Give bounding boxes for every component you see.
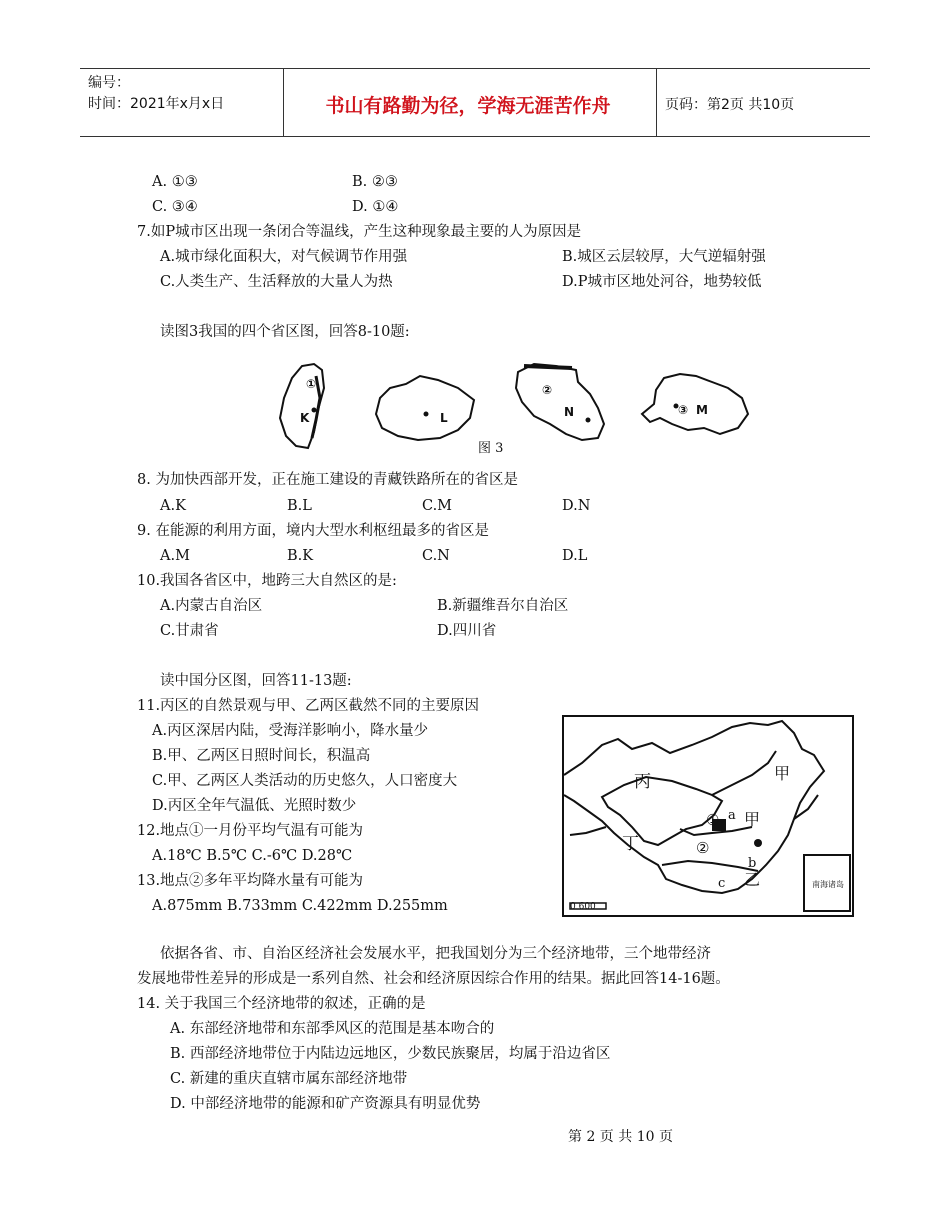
map-point-1: ①: [706, 811, 720, 829]
q14-option-c: C. 新建的重庆直辖市属东部经济地带: [170, 1071, 408, 1087]
province-l-outline: [376, 376, 474, 440]
label-circled-2: ②: [542, 383, 553, 397]
q9-option-a: A.M: [160, 548, 190, 564]
page-footer: 第 2 页 共 10 页: [568, 1129, 673, 1145]
map-label-c: c: [718, 876, 726, 891]
map-inset-south-china-sea: 南海诸岛: [812, 880, 844, 889]
question-12: 12.地点①一月份平均气温有可能为: [137, 823, 364, 839]
question-10: 10.我国各省区中，地跨三大自然区的是:: [137, 573, 397, 589]
map-label-yi: 乙: [744, 870, 761, 889]
q11-option-d: D.丙区全年气温低、光照时数少: [152, 798, 357, 814]
label-m: M: [696, 403, 708, 417]
intro-14-16-line-1: 依据各省、市、自治区经济社会发展水平，把我国划分为三个经济地带，三个地带经济: [160, 946, 711, 962]
q11-option-a: A.丙区深居内陆，受海洋影响小，降水量少: [152, 723, 429, 739]
label-circled-3: ③: [678, 403, 689, 417]
q8-option-d: D.N: [562, 498, 591, 514]
map-label-jia: 甲: [744, 810, 761, 829]
time-label: 时间：2021年x月x日: [88, 96, 225, 112]
q8-option-c: C.M: [422, 498, 453, 514]
label-l: L: [440, 411, 448, 425]
q11-option-c: C.甲、乙两区人类活动的历史悠久，人口密度大: [152, 773, 458, 789]
figure-3-provinces: [272, 358, 762, 456]
map-point-2: ②: [696, 839, 710, 857]
province-m-outline: [642, 374, 748, 434]
q11-option-b: B.甲、乙两区日照时间长，积温高: [152, 748, 371, 764]
page-header: [80, 68, 870, 137]
number-label: 编号：: [88, 75, 130, 91]
question-11: 11.丙区的自然景观与甲、乙两区截然不同的主要原因: [137, 698, 480, 714]
china-region-map: [562, 715, 854, 917]
province-n-outline: [516, 364, 604, 440]
q9-option-d: D.L: [562, 548, 588, 564]
label-k: K: [300, 411, 310, 425]
q14-option-b: B. 西部经济地带位于内陆边远地区，少数民族聚居，均属于沿边省区: [170, 1046, 611, 1062]
q7-option-b: B.城区云层较厚，大气逆辐射强: [562, 249, 766, 265]
map-label-b: b: [748, 856, 757, 871]
intro-14-16-line-2: 发展地带性差异的形成是一系列自然、社会和经济原因综合作用的结果。据此回答14-16题。: [137, 971, 730, 987]
intro-8-10: 读图3我国的四个省区图，回答8-10题:: [160, 324, 410, 340]
q9-option-c: C.N: [422, 548, 450, 564]
q8-option-b: B.L: [287, 498, 312, 514]
header-divider: [656, 69, 657, 136]
header-meta: [88, 73, 224, 115]
q10-option-b: B.新疆维吾尔自治区: [437, 598, 569, 614]
map-label-a: a: [728, 808, 736, 823]
map-label-ding: 丁: [622, 834, 639, 854]
q8-option-a: A.K: [160, 498, 186, 514]
q10-option-a: A.内蒙古自治区: [160, 598, 263, 614]
q7-option-c: C.人类生产、生活释放的大量人为热: [160, 274, 393, 290]
q9-option-b: B.K: [287, 548, 314, 564]
q7-option-d: D.P城市区地处河谷，地势较低: [562, 274, 762, 290]
q12-options: A.18℃ B.5℃ C.-6℃ D.28℃: [152, 848, 353, 864]
question-13: 13.地点②多年平均降水量有可能为: [137, 873, 364, 889]
label-circled-1: ①: [306, 377, 317, 391]
q7-option-a: A.城市绿化面积大，对气候调节作用强: [160, 249, 408, 265]
q14-option-d: D. 中部经济地带的能源和矿产资源具有明显优势: [170, 1096, 481, 1112]
question-8: 8. 为加快西部开发，正在施工建设的青藏铁路所在的省区是: [137, 472, 518, 488]
header-motto: 书山有路勤为径，学海无涯苦作舟: [325, 95, 611, 117]
figure-3-caption: 图 3: [478, 441, 504, 456]
q13-options: A.875mm B.733mm C.422mm D.255mm: [152, 898, 448, 914]
map-label-jia-north: 甲: [774, 764, 791, 783]
header-page-info: 页码：第2页 共10页: [665, 97, 795, 113]
q10-option-d: D.四川省: [437, 623, 497, 639]
q14-option-a: A. 东部经济地带和东部季风区的范围是基本吻合的: [170, 1021, 495, 1037]
q6-option-a: A. ①③: [152, 174, 198, 190]
intro-11-13: 读中国分区图，回答11-13题:: [160, 673, 352, 689]
q10-option-c: C.甘肃省: [160, 623, 219, 639]
question-7: 7.如P城市区出现一条闭合等温线，产生这种现象最主要的人为原因是: [137, 224, 582, 240]
map-scale: 0 600: [570, 902, 596, 912]
q6-option-b: B. ②③: [352, 174, 398, 190]
label-n: N: [564, 405, 575, 419]
question-9: 9. 在能源的利用方面，境内大型水利枢纽最多的省区是: [137, 523, 489, 539]
q6-option-c: C. ③④: [152, 199, 198, 215]
map-label-bing: 丙: [634, 772, 651, 792]
q6-option-d: D. ①④: [352, 199, 399, 215]
question-14: 14. 关于我国三个经济地带的叙述，正确的是: [137, 996, 426, 1012]
